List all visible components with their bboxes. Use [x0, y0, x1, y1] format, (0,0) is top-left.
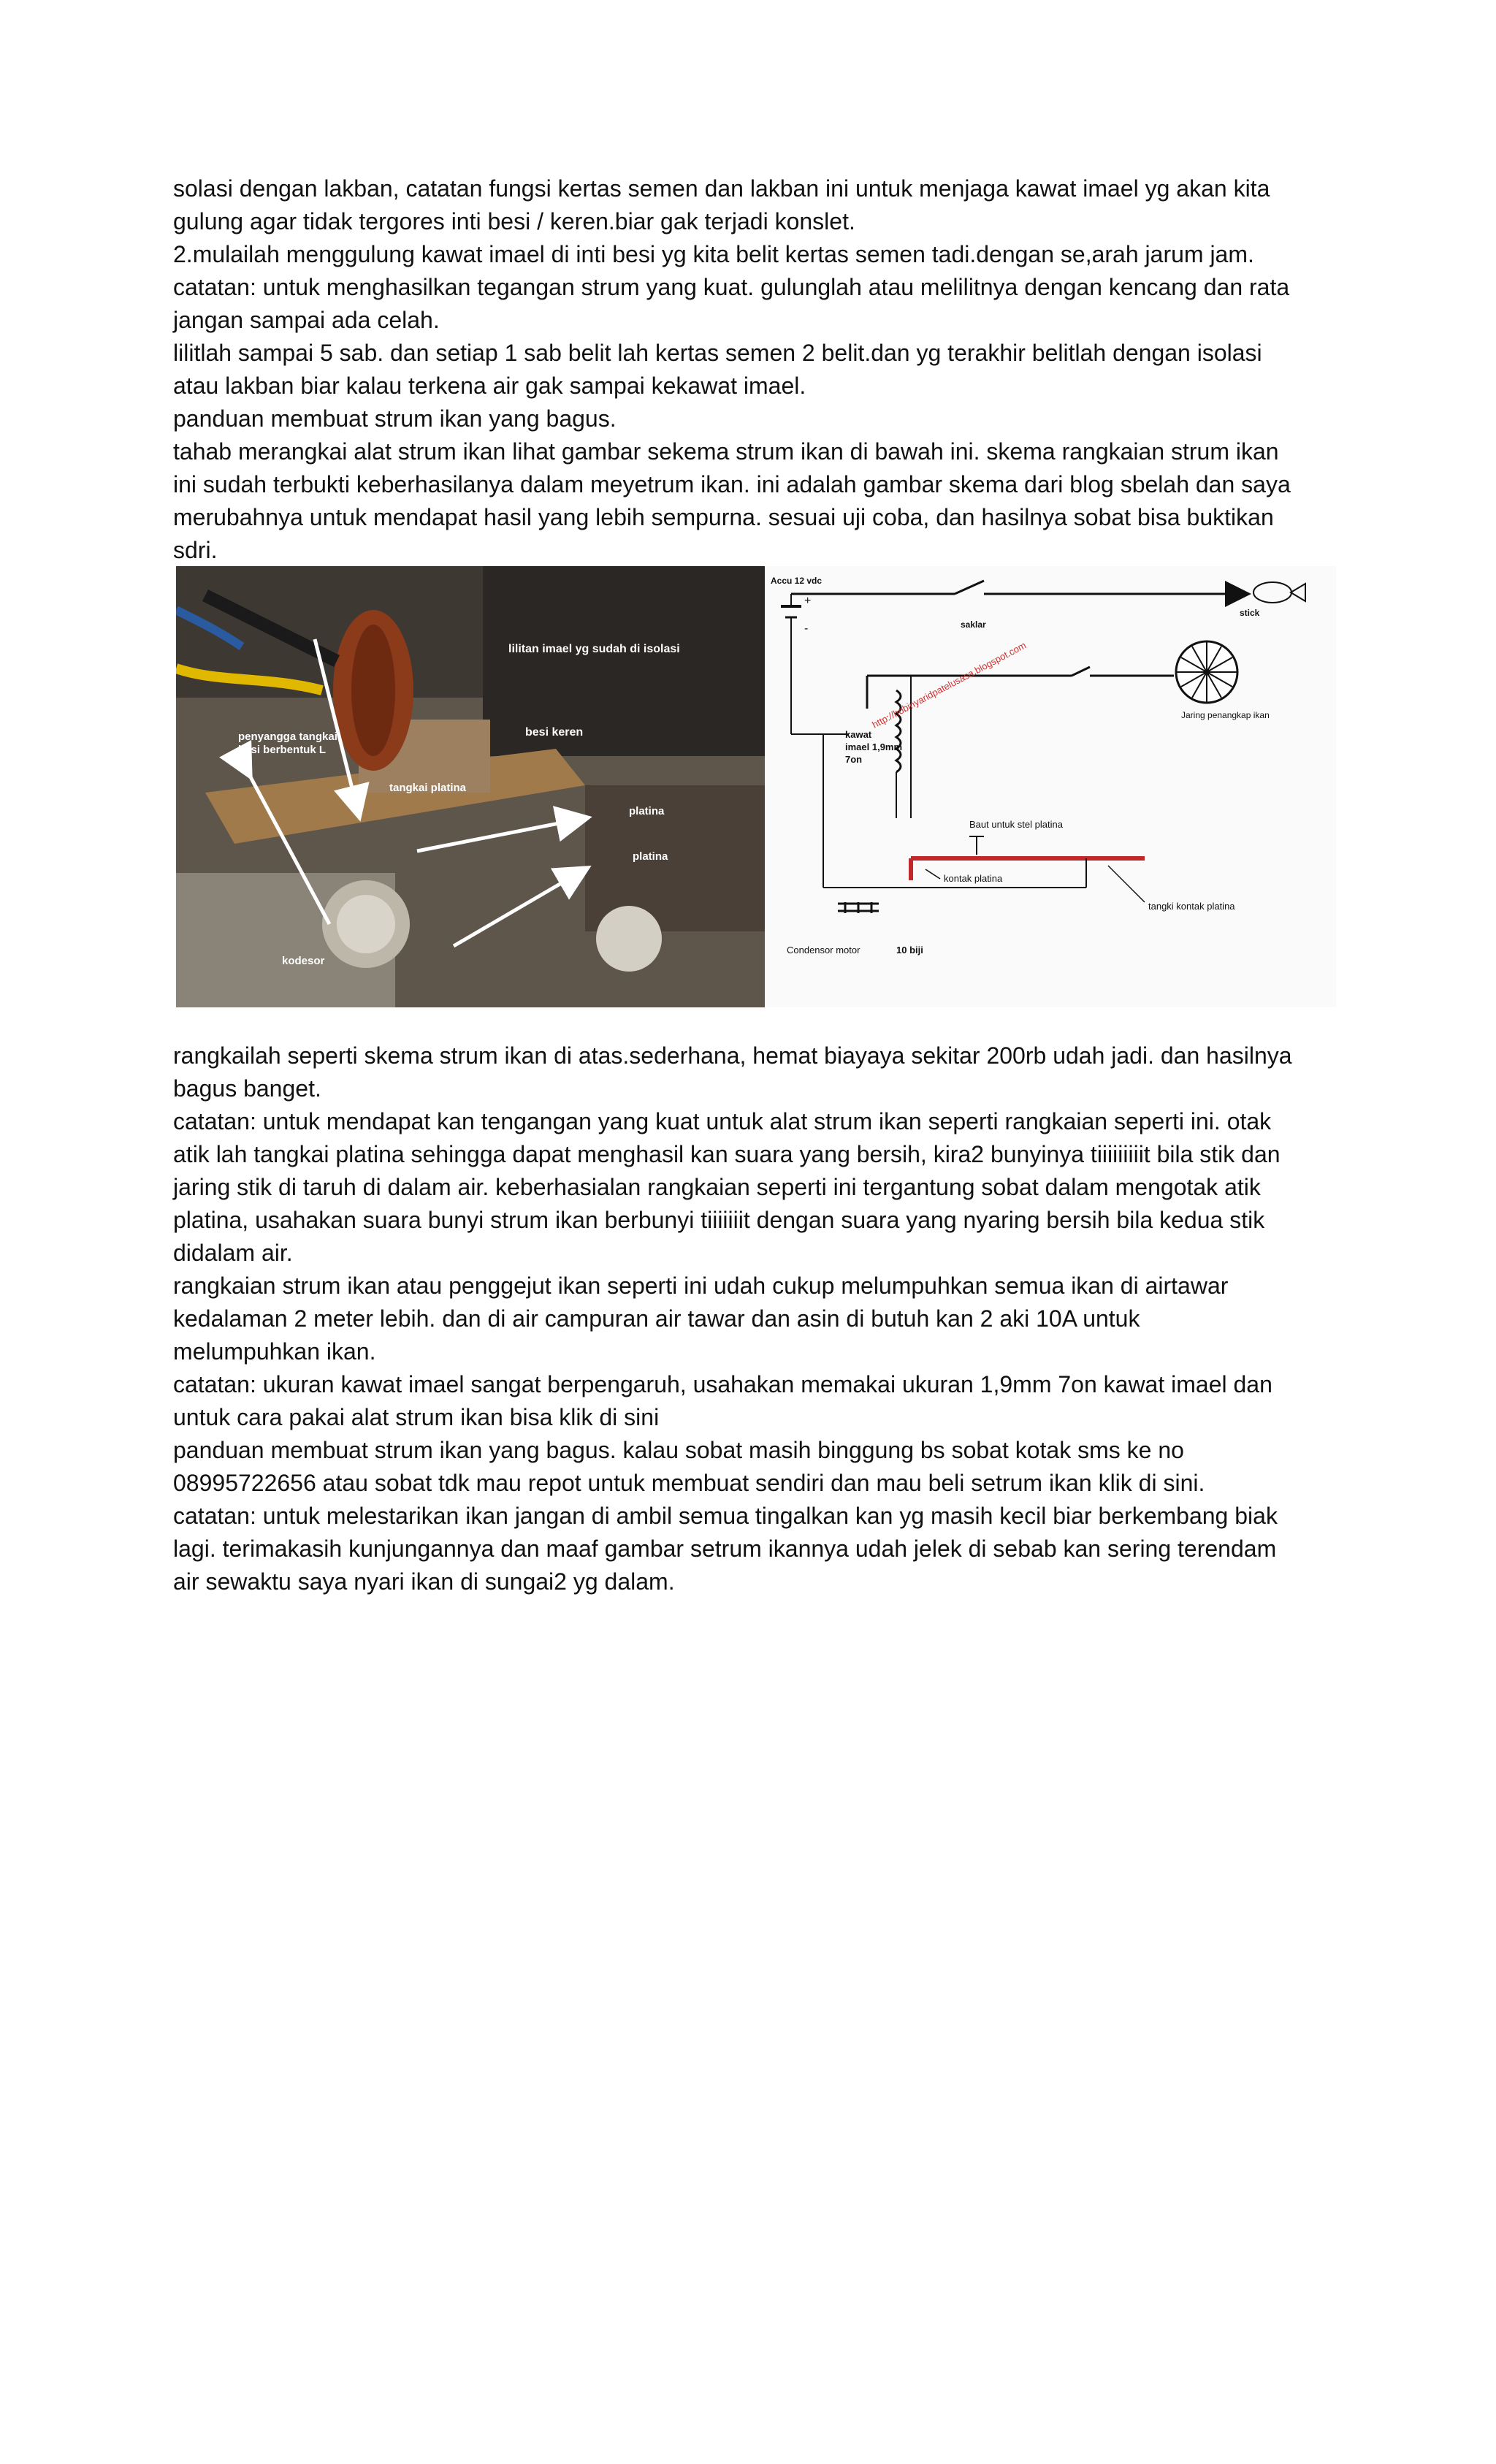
circuit-schematic	[765, 566, 1336, 1007]
text-line: panduan membuat strum ikan yang bagus. kalau sobat masih binggung bs sobat kotak sms ke no	[173, 1437, 1184, 1463]
label-tangkai-platina: tangkai platina	[389, 782, 467, 794]
text-line: jaring stik di taruh di dalam air. keberhasialan rangkaian seperti ini tergantung sobat dalam mengotak atik	[173, 1174, 1261, 1200]
text-line: 2.mulailah menggulung kawat imael di inti besi yg kita belit kertas semen tadi.dengan se,arah jarum jam.	[173, 241, 1254, 267]
device-photo-drawing	[176, 566, 765, 1007]
text-line: merubahnya untuk mendapat hasil yang lebih sempurna. sesuai uji coba, dan hasilnya sobat bisa buktikan	[173, 504, 1274, 530]
label-kawat-2: imael 1,9mm	[845, 741, 903, 752]
text-line: catatan: ukuran kawat imael sangat berpengaruh, usahakan memakai ukuran 1,9mm 7on kawat imael dan	[173, 1371, 1272, 1397]
label-penyangga-2: besi berbentuk L	[238, 744, 327, 756]
label-baut: Baut untuk stel platina	[969, 819, 1063, 830]
text-line: platina, usahakan suara bunyi strum ikan berbunyi tiiiiiiit dengan suara yang nyaring bersih bila kedua stik	[173, 1207, 1265, 1233]
text-line: catatan: untuk mendapat kan tengangan yang kuat untuk alat strum ikan seperti rangkaian seperti ini. otak	[173, 1108, 1272, 1134]
label-accu: Accu 12 vdc	[771, 576, 823, 586]
link-line[interactable]: untuk cara pakai alat strum ikan bisa klik di sini	[173, 1404, 660, 1430]
text-line: kedalaman 2 meter lebih. dan di air campuran air tawar dan asin di butuh kan 2 aki 10A untuk	[173, 1305, 1140, 1332]
device-photo	[176, 566, 765, 1007]
text-line: atau lakban biar kalau terkena air gak sampai kekawat imael.	[173, 373, 806, 399]
circuit-figure	[176, 566, 1336, 1007]
bottom-paragraph	[173, 1040, 1356, 1598]
text-line: lagi. terimakasih kunjungannya dan maaf gambar setrum ikannya udah jelek di sebab kan sering terendam	[173, 1536, 1277, 1562]
text-line: ini sudah terbukti keberhasilanya dalam meyetrum ikan. ini adalah gambar skema dari blog sbelah dan saya	[173, 471, 1291, 497]
text-line: jangan sampai ada celah.	[173, 307, 440, 333]
text-line: catatan: untuk menghasilkan tegangan strum yang kuat. gulunglah atau melilitnya dengan kencang dan rata	[173, 274, 1290, 300]
text-line: lilitlah sampai 5 sab. dan setiap 1 sab belit lah kertas semen 2 belit.dan yg terakhir belitlah dengan isolasi	[173, 340, 1262, 366]
watermark-url: http://hobinyaridpatelusasa.blogspot.com	[870, 639, 1028, 731]
label-tangki: tangki kontak platina	[1148, 901, 1235, 912]
label-lilitan: lilitan imael yg sudah di isolasi	[508, 643, 680, 655]
schematic-drawing	[765, 566, 1336, 1007]
text-line: melumpuhkan ikan.	[173, 1338, 376, 1365]
label-condensor-2: 10 biji	[896, 945, 923, 956]
label-plus: +	[804, 595, 812, 607]
label-kontak: kontak platina	[944, 873, 1003, 884]
label-stick: stick	[1240, 608, 1260, 618]
text-line: rangkaian strum ikan atau penggejut ikan seperti ini udah cukup melumpuhkan semua ikan di airtawar	[173, 1273, 1229, 1299]
label-kodesor: kodesor	[282, 955, 325, 967]
text-line: rangkailah seperti skema strum ikan di atas.sederhana, hemat biayaya sekitar 200rb udah jadi. dan hasilnya	[173, 1042, 1292, 1069]
label-besi-keren: besi keren	[525, 726, 584, 739]
text-line: didalam air.	[173, 1240, 293, 1266]
label-penyangga: penyangga tangkai	[238, 731, 337, 743]
text-line: tahab merangkai alat strum ikan lihat gambar sekema strum ikan di bawah ini. skema rangkaian strum ikan	[173, 438, 1279, 465]
text-line: sdri.	[173, 537, 218, 563]
text-line: atik lah tangkai platina sehingga dapat menghasil kan suara yang bersih, kira2 bunyinya tiiiiiiiiit bila stik dan	[173, 1141, 1281, 1167]
text-line: gulung agar tidak tergores inti besi / keren.biar gak terjadi konslet.	[173, 208, 855, 234]
label-jaring: Jaring penangkap ikan	[1181, 710, 1270, 720]
link-line[interactable]: 08995722656 atau sobat tdk mau repot untuk membuat sendiri dan mau beli setrum ikan klik di sini.	[173, 1470, 1205, 1496]
label-minus: -	[804, 622, 809, 635]
label-platina: platina	[633, 850, 668, 863]
text-line: panduan membuat strum ikan yang bagus.	[173, 405, 617, 432]
label-saklar: saklar	[961, 619, 986, 630]
top-paragraph	[173, 172, 1356, 567]
label-condensor: Condensor motor	[787, 945, 860, 956]
text-line: solasi dengan lakban, catatan fungsi kertas semen dan lakban ini untuk menjaga kawat imael yg akan kita	[173, 175, 1270, 202]
label-platina: platina	[629, 805, 665, 817]
text-line: catatan: untuk melestarikan ikan jangan di ambil semua tingalkan kan yg masih kecil biar berkembang biak	[173, 1503, 1278, 1529]
label-kawat: kawat	[845, 729, 872, 740]
text-line: air sewaktu saya nyari ikan di sungai2 yg dalam.	[173, 1568, 675, 1595]
label-kawat-3: 7on	[845, 754, 863, 765]
text-line: bagus banget.	[173, 1075, 321, 1102]
